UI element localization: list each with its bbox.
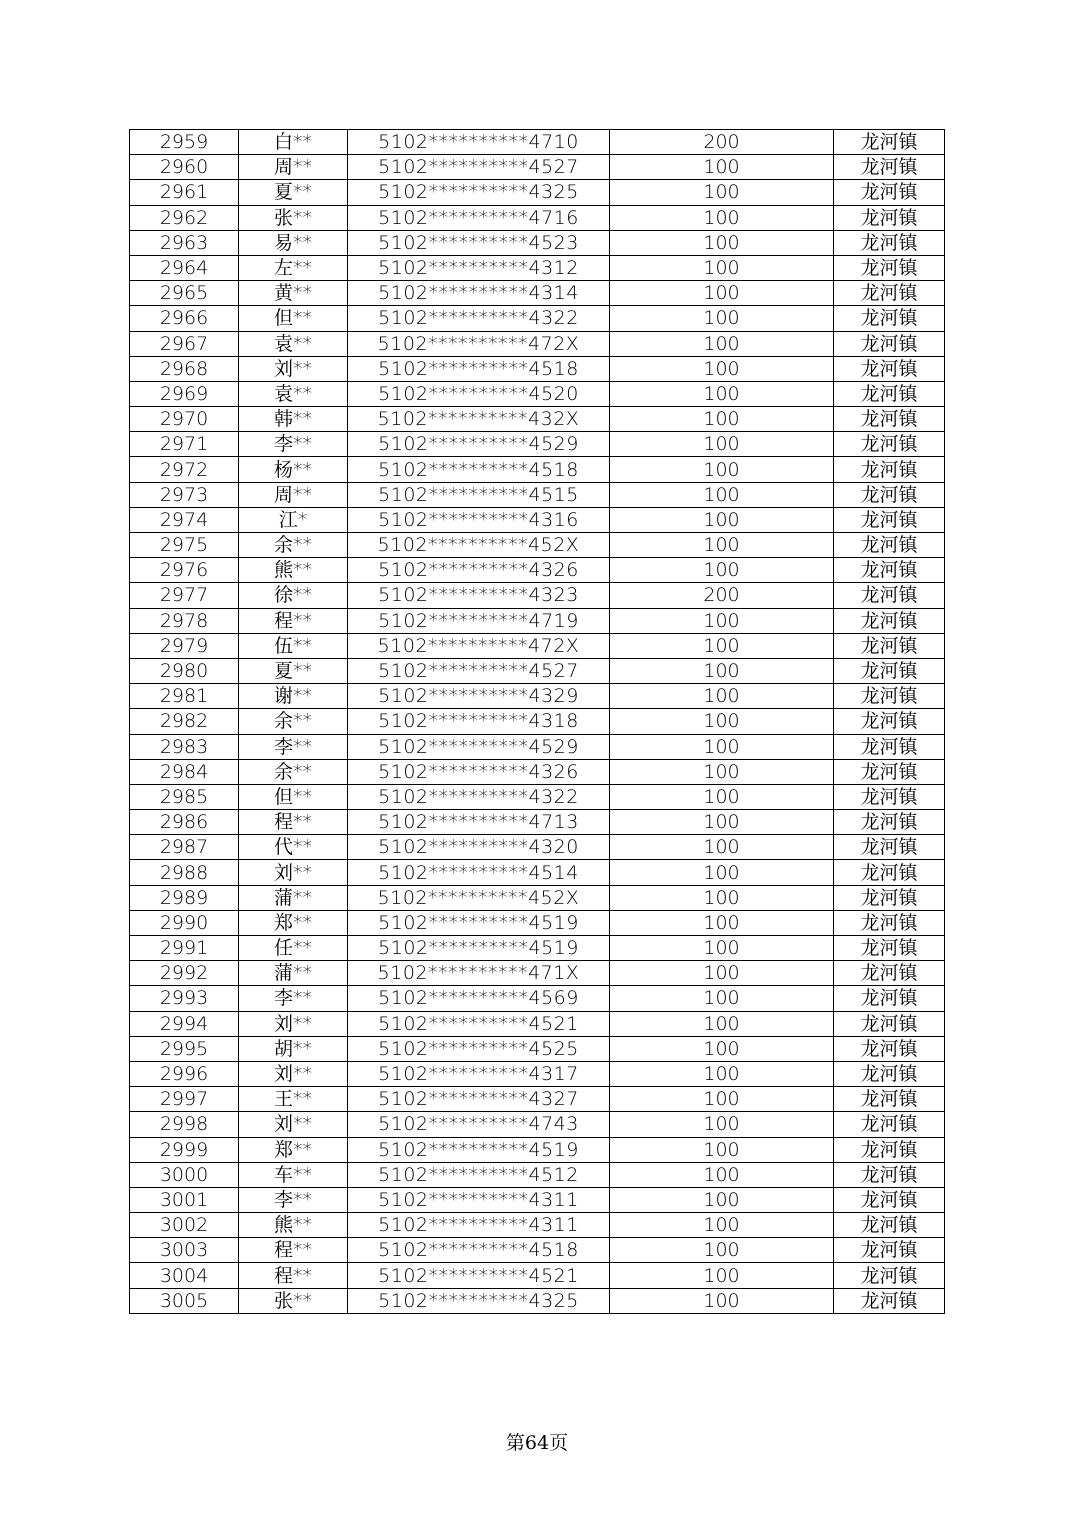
table-row bbox=[130, 407, 945, 432]
table-row bbox=[130, 1162, 945, 1187]
cell-id-number: 5102**********4527 bbox=[348, 658, 610, 683]
cell-serial-number: 2959 bbox=[130, 130, 239, 155]
cell-amount: 100 bbox=[610, 533, 834, 558]
cell-town: 龙河镇 bbox=[834, 860, 945, 885]
cell-id-number: 5102**********4326 bbox=[348, 759, 610, 784]
cell-town: 龙河镇 bbox=[834, 255, 945, 280]
table-row bbox=[130, 1238, 945, 1263]
cell-town: 龙河镇 bbox=[834, 1011, 945, 1036]
cell-name: 袁** bbox=[239, 381, 348, 406]
cell-name: 刘** bbox=[239, 1011, 348, 1036]
table-row bbox=[130, 860, 945, 885]
cell-amount: 100 bbox=[610, 205, 834, 230]
cell-town: 龙河镇 bbox=[834, 507, 945, 532]
cell-serial-number: 2977 bbox=[130, 583, 239, 608]
table-row bbox=[130, 709, 945, 734]
cell-town: 龙河镇 bbox=[834, 331, 945, 356]
table-row bbox=[130, 482, 945, 507]
cell-name: 夏** bbox=[239, 658, 348, 683]
cell-amount: 100 bbox=[610, 1061, 834, 1086]
cell-town: 龙河镇 bbox=[834, 709, 945, 734]
cell-id-number: 5102**********4325 bbox=[348, 180, 610, 205]
roster-table-body bbox=[130, 130, 945, 1314]
cell-name: 车** bbox=[239, 1162, 348, 1187]
cell-town: 龙河镇 bbox=[834, 784, 945, 809]
cell-name: 伍** bbox=[239, 633, 348, 658]
cell-serial-number: 2981 bbox=[130, 684, 239, 709]
cell-serial-number: 2967 bbox=[130, 331, 239, 356]
cell-serial-number: 2994 bbox=[130, 1011, 239, 1036]
table-row bbox=[130, 1288, 945, 1313]
cell-serial-number: 2963 bbox=[130, 230, 239, 255]
table-row bbox=[130, 961, 945, 986]
table-row bbox=[130, 130, 945, 155]
cell-town: 龙河镇 bbox=[834, 1187, 945, 1212]
cell-town: 龙河镇 bbox=[834, 936, 945, 961]
cell-name: 易** bbox=[239, 230, 348, 255]
table-row bbox=[130, 1137, 945, 1162]
cell-id-number: 5102**********4518 bbox=[348, 1238, 610, 1263]
cell-amount: 200 bbox=[610, 130, 834, 155]
table-row bbox=[130, 784, 945, 809]
cell-amount: 100 bbox=[610, 860, 834, 885]
table-row bbox=[130, 533, 945, 558]
cell-id-number: 5102**********4529 bbox=[348, 734, 610, 759]
cell-name: 周** bbox=[239, 482, 348, 507]
cell-amount: 100 bbox=[610, 306, 834, 331]
cell-name: 白** bbox=[239, 130, 348, 155]
cell-serial-number: 3002 bbox=[130, 1213, 239, 1238]
cell-serial-number: 2993 bbox=[130, 986, 239, 1011]
cell-town: 龙河镇 bbox=[834, 986, 945, 1011]
cell-id-number: 5102**********4520 bbox=[348, 381, 610, 406]
table-row bbox=[130, 633, 945, 658]
cell-name: 余** bbox=[239, 709, 348, 734]
cell-name: 程** bbox=[239, 1263, 348, 1288]
cell-id-number: 5102**********4519 bbox=[348, 1137, 610, 1162]
table-row bbox=[130, 1087, 945, 1112]
table-row bbox=[130, 835, 945, 860]
cell-name: 熊** bbox=[239, 558, 348, 583]
cell-serial-number: 2998 bbox=[130, 1112, 239, 1137]
cell-amount: 100 bbox=[610, 885, 834, 910]
table-row bbox=[130, 1011, 945, 1036]
cell-amount: 100 bbox=[610, 684, 834, 709]
roster-table bbox=[129, 129, 945, 1314]
cell-town: 龙河镇 bbox=[834, 1213, 945, 1238]
table-row bbox=[130, 255, 945, 280]
cell-name: 程** bbox=[239, 608, 348, 633]
cell-amount: 100 bbox=[610, 1288, 834, 1313]
cell-id-number: 5102**********4569 bbox=[348, 986, 610, 1011]
cell-town: 龙河镇 bbox=[834, 407, 945, 432]
cell-serial-number: 2970 bbox=[130, 407, 239, 432]
cell-serial-number: 2966 bbox=[130, 306, 239, 331]
cell-amount: 100 bbox=[610, 457, 834, 482]
cell-name: 代** bbox=[239, 835, 348, 860]
cell-id-number: 5102**********4329 bbox=[348, 684, 610, 709]
cell-name: 刘** bbox=[239, 1061, 348, 1086]
cell-id-number: 5102**********452X bbox=[348, 533, 610, 558]
cell-name: 袁** bbox=[239, 331, 348, 356]
cell-serial-number: 2982 bbox=[130, 709, 239, 734]
cell-id-number: 5102**********4527 bbox=[348, 155, 610, 180]
cell-name: 江* bbox=[239, 507, 348, 532]
cell-town: 龙河镇 bbox=[834, 180, 945, 205]
cell-id-number: 5102**********472X bbox=[348, 633, 610, 658]
table-row bbox=[130, 1112, 945, 1137]
table-row bbox=[130, 986, 945, 1011]
cell-id-number: 5102**********4317 bbox=[348, 1061, 610, 1086]
cell-amount: 100 bbox=[610, 432, 834, 457]
cell-amount: 100 bbox=[610, 936, 834, 961]
cell-amount: 100 bbox=[610, 331, 834, 356]
cell-amount: 100 bbox=[610, 281, 834, 306]
cell-name: 王** bbox=[239, 1087, 348, 1112]
cell-name: 韩** bbox=[239, 407, 348, 432]
cell-name: 张** bbox=[239, 205, 348, 230]
cell-amount: 100 bbox=[610, 180, 834, 205]
cell-town: 龙河镇 bbox=[834, 885, 945, 910]
cell-name: 但** bbox=[239, 306, 348, 331]
cell-serial-number: 2980 bbox=[130, 658, 239, 683]
cell-serial-number: 2972 bbox=[130, 457, 239, 482]
cell-amount: 100 bbox=[610, 608, 834, 633]
cell-serial-number: 2978 bbox=[130, 608, 239, 633]
cell-serial-number: 2997 bbox=[130, 1087, 239, 1112]
table-row bbox=[130, 230, 945, 255]
cell-serial-number: 2990 bbox=[130, 910, 239, 935]
cell-name: 杨** bbox=[239, 457, 348, 482]
cell-name: 程** bbox=[239, 810, 348, 835]
cell-id-number: 5102**********472X bbox=[348, 331, 610, 356]
table-row bbox=[130, 1213, 945, 1238]
cell-name: 胡** bbox=[239, 1036, 348, 1061]
cell-amount: 100 bbox=[610, 986, 834, 1011]
table-row bbox=[130, 1187, 945, 1212]
cell-id-number: 5102**********4523 bbox=[348, 230, 610, 255]
cell-town: 龙河镇 bbox=[834, 1036, 945, 1061]
cell-amount: 100 bbox=[610, 381, 834, 406]
cell-serial-number: 2961 bbox=[130, 180, 239, 205]
cell-serial-number: 3004 bbox=[130, 1263, 239, 1288]
cell-serial-number: 3000 bbox=[130, 1162, 239, 1187]
cell-id-number: 5102**********4322 bbox=[348, 784, 610, 809]
cell-id-number: 5102**********4713 bbox=[348, 810, 610, 835]
cell-town: 龙河镇 bbox=[834, 1238, 945, 1263]
cell-amount: 100 bbox=[610, 961, 834, 986]
cell-serial-number: 2974 bbox=[130, 507, 239, 532]
cell-name: 左** bbox=[239, 255, 348, 280]
cell-town: 龙河镇 bbox=[834, 658, 945, 683]
cell-amount: 100 bbox=[610, 255, 834, 280]
cell-serial-number: 2973 bbox=[130, 482, 239, 507]
cell-town: 龙河镇 bbox=[834, 230, 945, 255]
cell-serial-number: 2976 bbox=[130, 558, 239, 583]
cell-amount: 100 bbox=[610, 784, 834, 809]
cell-town: 龙河镇 bbox=[834, 306, 945, 331]
cell-id-number: 5102**********4314 bbox=[348, 281, 610, 306]
cell-id-number: 5102**********4318 bbox=[348, 709, 610, 734]
table-row bbox=[130, 306, 945, 331]
cell-amount: 100 bbox=[610, 507, 834, 532]
table-row bbox=[130, 885, 945, 910]
table-row bbox=[130, 281, 945, 306]
cell-serial-number: 2995 bbox=[130, 1036, 239, 1061]
cell-id-number: 5102**********4719 bbox=[348, 608, 610, 633]
cell-name: 余** bbox=[239, 533, 348, 558]
cell-id-number: 5102**********4514 bbox=[348, 860, 610, 885]
cell-amount: 100 bbox=[610, 1213, 834, 1238]
cell-town: 龙河镇 bbox=[834, 1162, 945, 1187]
table-row bbox=[130, 432, 945, 457]
table-row bbox=[130, 155, 945, 180]
cell-serial-number: 2986 bbox=[130, 810, 239, 835]
cell-name: 徐** bbox=[239, 583, 348, 608]
table-row bbox=[130, 1061, 945, 1086]
table-row bbox=[130, 759, 945, 784]
cell-town: 龙河镇 bbox=[834, 583, 945, 608]
cell-town: 龙河镇 bbox=[834, 457, 945, 482]
cell-id-number: 5102**********4519 bbox=[348, 936, 610, 961]
cell-id-number: 5102**********4519 bbox=[348, 910, 610, 935]
cell-id-number: 5102**********4716 bbox=[348, 205, 610, 230]
cell-amount: 100 bbox=[610, 1162, 834, 1187]
cell-amount: 100 bbox=[610, 230, 834, 255]
cell-id-number: 5102**********4710 bbox=[348, 130, 610, 155]
cell-serial-number: 3001 bbox=[130, 1187, 239, 1212]
cell-town: 龙河镇 bbox=[834, 432, 945, 457]
table-row bbox=[130, 457, 945, 482]
cell-amount: 200 bbox=[610, 583, 834, 608]
cell-id-number: 5102**********4525 bbox=[348, 1036, 610, 1061]
cell-id-number: 5102**********4518 bbox=[348, 457, 610, 482]
cell-town: 龙河镇 bbox=[834, 633, 945, 658]
cell-amount: 100 bbox=[610, 633, 834, 658]
cell-town: 龙河镇 bbox=[834, 130, 945, 155]
table-row bbox=[130, 558, 945, 583]
cell-amount: 100 bbox=[610, 1238, 834, 1263]
cell-name: 黄** bbox=[239, 281, 348, 306]
cell-serial-number: 2988 bbox=[130, 860, 239, 885]
cell-town: 龙河镇 bbox=[834, 558, 945, 583]
cell-serial-number: 2960 bbox=[130, 155, 239, 180]
cell-town: 龙河镇 bbox=[834, 810, 945, 835]
cell-name: 熊** bbox=[239, 1213, 348, 1238]
table-row bbox=[130, 331, 945, 356]
cell-name: 程** bbox=[239, 1238, 348, 1263]
cell-town: 龙河镇 bbox=[834, 759, 945, 784]
cell-serial-number: 2968 bbox=[130, 356, 239, 381]
cell-name: 任** bbox=[239, 936, 348, 961]
cell-id-number: 5102**********4515 bbox=[348, 482, 610, 507]
cell-town: 龙河镇 bbox=[834, 1288, 945, 1313]
table-row bbox=[130, 658, 945, 683]
cell-serial-number: 2996 bbox=[130, 1061, 239, 1086]
cell-name: 郑** bbox=[239, 910, 348, 935]
table-row bbox=[130, 1036, 945, 1061]
cell-id-number: 5102**********4327 bbox=[348, 1087, 610, 1112]
cell-town: 龙河镇 bbox=[834, 281, 945, 306]
cell-amount: 100 bbox=[610, 835, 834, 860]
cell-town: 龙河镇 bbox=[834, 1061, 945, 1086]
table-row bbox=[130, 936, 945, 961]
cell-serial-number: 3005 bbox=[130, 1288, 239, 1313]
cell-town: 龙河镇 bbox=[834, 1087, 945, 1112]
cell-town: 龙河镇 bbox=[834, 961, 945, 986]
cell-amount: 100 bbox=[610, 658, 834, 683]
table-row bbox=[130, 381, 945, 406]
cell-amount: 100 bbox=[610, 1187, 834, 1212]
cell-amount: 100 bbox=[610, 1137, 834, 1162]
cell-amount: 100 bbox=[610, 1011, 834, 1036]
cell-amount: 100 bbox=[610, 759, 834, 784]
cell-name: 夏** bbox=[239, 180, 348, 205]
cell-amount: 100 bbox=[610, 1036, 834, 1061]
cell-name: 刘** bbox=[239, 860, 348, 885]
cell-serial-number: 2987 bbox=[130, 835, 239, 860]
cell-amount: 100 bbox=[610, 482, 834, 507]
cell-id-number: 5102**********471X bbox=[348, 961, 610, 986]
table-row bbox=[130, 205, 945, 230]
table-row bbox=[130, 356, 945, 381]
cell-id-number: 5102**********4518 bbox=[348, 356, 610, 381]
cell-id-number: 5102**********4311 bbox=[348, 1213, 610, 1238]
cell-town: 龙河镇 bbox=[834, 356, 945, 381]
cell-name: 但** bbox=[239, 784, 348, 809]
table-row bbox=[130, 608, 945, 633]
cell-id-number: 5102**********432X bbox=[348, 407, 610, 432]
table-row bbox=[130, 910, 945, 935]
cell-serial-number: 2991 bbox=[130, 936, 239, 961]
cell-serial-number: 2999 bbox=[130, 1137, 239, 1162]
cell-serial-number: 2962 bbox=[130, 205, 239, 230]
cell-amount: 100 bbox=[610, 407, 834, 432]
cell-town: 龙河镇 bbox=[834, 835, 945, 860]
table-row bbox=[130, 583, 945, 608]
cell-name: 李** bbox=[239, 986, 348, 1011]
cell-serial-number: 2984 bbox=[130, 759, 239, 784]
cell-town: 龙河镇 bbox=[834, 1112, 945, 1137]
cell-name: 刘** bbox=[239, 1112, 348, 1137]
page-number: 第64页 bbox=[505, 1432, 569, 1454]
cell-amount: 100 bbox=[610, 558, 834, 583]
table-row bbox=[130, 1263, 945, 1288]
cell-serial-number: 2965 bbox=[130, 281, 239, 306]
cell-amount: 100 bbox=[610, 1263, 834, 1288]
cell-town: 龙河镇 bbox=[834, 533, 945, 558]
cell-town: 龙河镇 bbox=[834, 1137, 945, 1162]
cell-amount: 100 bbox=[610, 734, 834, 759]
cell-id-number: 5102**********4316 bbox=[348, 507, 610, 532]
cell-name: 谢** bbox=[239, 684, 348, 709]
cell-name: 李** bbox=[239, 1187, 348, 1212]
cell-id-number: 5102**********4521 bbox=[348, 1263, 610, 1288]
cell-serial-number: 2975 bbox=[130, 533, 239, 558]
cell-town: 龙河镇 bbox=[834, 482, 945, 507]
cell-serial-number: 2992 bbox=[130, 961, 239, 986]
cell-town: 龙河镇 bbox=[834, 381, 945, 406]
cell-serial-number: 2971 bbox=[130, 432, 239, 457]
table-row bbox=[130, 180, 945, 205]
cell-serial-number: 2979 bbox=[130, 633, 239, 658]
table-row bbox=[130, 734, 945, 759]
cell-amount: 100 bbox=[610, 810, 834, 835]
cell-town: 龙河镇 bbox=[834, 205, 945, 230]
cell-id-number: 5102**********4326 bbox=[348, 558, 610, 583]
cell-amount: 100 bbox=[610, 155, 834, 180]
cell-town: 龙河镇 bbox=[834, 910, 945, 935]
cell-id-number: 5102**********4325 bbox=[348, 1288, 610, 1313]
cell-town: 龙河镇 bbox=[834, 608, 945, 633]
cell-name: 张** bbox=[239, 1288, 348, 1313]
cell-town: 龙河镇 bbox=[834, 155, 945, 180]
cell-id-number: 5102**********4312 bbox=[348, 255, 610, 280]
cell-amount: 100 bbox=[610, 1112, 834, 1137]
table-row bbox=[130, 507, 945, 532]
cell-id-number: 5102**********452X bbox=[348, 885, 610, 910]
cell-name: 余** bbox=[239, 759, 348, 784]
cell-amount: 100 bbox=[610, 709, 834, 734]
cell-name: 周** bbox=[239, 155, 348, 180]
cell-amount: 100 bbox=[610, 356, 834, 381]
cell-serial-number: 2985 bbox=[130, 784, 239, 809]
cell-serial-number: 2989 bbox=[130, 885, 239, 910]
cell-id-number: 5102**********4322 bbox=[348, 306, 610, 331]
table-row bbox=[130, 684, 945, 709]
cell-town: 龙河镇 bbox=[834, 684, 945, 709]
cell-amount: 100 bbox=[610, 1087, 834, 1112]
cell-id-number: 5102**********4512 bbox=[348, 1162, 610, 1187]
cell-id-number: 5102**********4529 bbox=[348, 432, 610, 457]
cell-serial-number: 2983 bbox=[130, 734, 239, 759]
cell-serial-number: 2964 bbox=[130, 255, 239, 280]
cell-id-number: 5102**********4743 bbox=[348, 1112, 610, 1137]
cell-id-number: 5102**********4323 bbox=[348, 583, 610, 608]
cell-name: 郑** bbox=[239, 1137, 348, 1162]
cell-name: 李** bbox=[239, 734, 348, 759]
cell-town: 龙河镇 bbox=[834, 1263, 945, 1288]
cell-name: 蒲** bbox=[239, 885, 348, 910]
table-row bbox=[130, 810, 945, 835]
cell-town: 龙河镇 bbox=[834, 734, 945, 759]
cell-serial-number: 3003 bbox=[130, 1238, 239, 1263]
cell-id-number: 5102**********4311 bbox=[348, 1187, 610, 1212]
cell-amount: 100 bbox=[610, 910, 834, 935]
cell-name: 刘** bbox=[239, 356, 348, 381]
cell-name: 蒲** bbox=[239, 961, 348, 986]
cell-name: 李** bbox=[239, 432, 348, 457]
cell-serial-number: 2969 bbox=[130, 381, 239, 406]
cell-id-number: 5102**********4320 bbox=[348, 835, 610, 860]
cell-id-number: 5102**********4521 bbox=[348, 1011, 610, 1036]
